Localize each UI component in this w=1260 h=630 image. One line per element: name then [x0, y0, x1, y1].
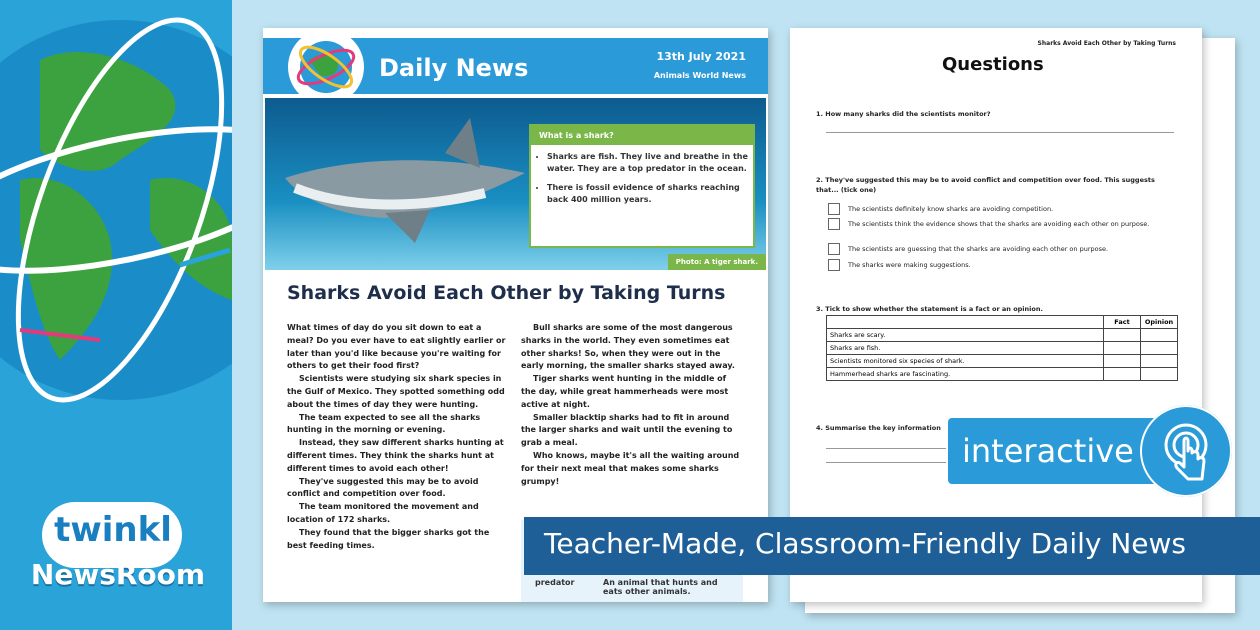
left-panel [0, 0, 232, 630]
paragraph: What times of day do you sit down to eat a meal? Do you ever have to eat slightly earlier or later than you'd like because you're waiting for others to get their food first? [287, 323, 506, 371]
answer-line [826, 462, 946, 463]
newsroom-globe-icon [291, 32, 361, 102]
paragraph: The team expected to see all the sharks hunting in the morning or evening. [287, 412, 481, 435]
questions-title: Questions [942, 54, 1044, 75]
paragraph: Who knows, maybe it's all the waiting around for their next meal that makes some sharks grumpy! [521, 450, 740, 486]
info-box [529, 124, 755, 248]
question-2: 2. They've suggested this may be to avoid conflict and competition over food. This suggests that... (tick one) [816, 176, 1155, 194]
glossary-term: predator [535, 578, 575, 587]
checkbox[interactable] [828, 203, 840, 215]
q2-option[interactable]: The scientists think the evidence shows that the sharks are avoiding each other on purpose. [828, 218, 1149, 230]
checkbox[interactable] [828, 259, 840, 271]
article-tags: Animals World News [653, 71, 746, 80]
twinkl-logo-text: twinkl [54, 510, 172, 550]
paragraph: Smaller blacktip sharks had to fit in around the larger sharks and wait until the evening to grab a meal. [521, 412, 733, 448]
table-row: Scientists monitored six species of shark. [827, 355, 1104, 368]
q2-option[interactable]: The scientists definitely know sharks are avoiding competition. [828, 203, 1053, 215]
paragraph: The team monitored the movement and location of 172 sharks. [287, 502, 479, 524]
tagline-text: Teacher-Made, Classroom-Friendly Daily News [544, 527, 1187, 560]
fact-opinion-table [826, 315, 1178, 381]
answer-line [826, 448, 946, 449]
paragraph: Scientists were studying six shark species in the Gulf of Mexico. They spotted something odd about the times of day they were hunting. [287, 374, 505, 409]
tick-cell[interactable] [1104, 342, 1141, 355]
tick-cell[interactable] [1104, 368, 1141, 381]
tick-cell[interactable] [1141, 342, 1178, 355]
masthead-title: Daily News [379, 54, 529, 82]
article-date: 13th July 2021 [656, 50, 746, 63]
table-row: Hammerhead sharks are fascinating. [827, 368, 1104, 381]
checkbox[interactable] [828, 243, 840, 255]
photo-caption: Photo: A tiger shark. [668, 254, 766, 270]
globe-illustration [0, 0, 232, 460]
q2-option[interactable]: The sharks were making suggestions. [828, 259, 971, 271]
question-3: 3. Tick to show whether the statement is a fact or an opinion. [816, 305, 1043, 313]
touch-icon [1140, 405, 1232, 497]
tick-cell[interactable] [1141, 368, 1178, 381]
tick-cell[interactable] [1141, 329, 1178, 342]
article-column-2 [521, 322, 743, 488]
glossary-definition: An animal that hunts and eats other animals. [603, 578, 718, 596]
info-bullet: • Sharks are fish. They live and breathe in the water. They are a top predator in the ocean. [547, 151, 753, 174]
opinion-header: Opinion [1141, 316, 1178, 329]
article-sheet [263, 28, 768, 602]
info-bullet: • There is fossil evidence of sharks reaching back 400 million years. [547, 182, 753, 205]
q2-option[interactable]: The scientists are guessing that the sharks are avoiding each other on purpose. [828, 243, 1108, 255]
questions-sheet [790, 28, 1202, 602]
paragraph: Instead, they saw different sharks hunting at different times. They think the sharks hunt at different times to avoid each other! [287, 438, 504, 473]
interactive-label: interactive [962, 432, 1134, 470]
question-1: 1. How many sharks did the scientists monitor? [816, 110, 991, 118]
questions-header: Sharks Avoid Each Other by Taking Turns [1037, 40, 1176, 47]
table-row: Sharks are scary. [827, 329, 1104, 342]
paragraph: Tiger sharks went hunting in the middle of the day, while great hammerheads were most active at night. [521, 374, 729, 409]
shark-photo [265, 98, 766, 270]
table-row: Sharks are fish. [827, 342, 1104, 355]
tick-cell[interactable] [1104, 355, 1141, 368]
paragraph: Bull sharks are some of the most dangerous sharks in the world. They even sometimes eat other sharks! So, when they were out in the early morning, the smaller sharks stayed away. [521, 323, 735, 371]
question-4: 4. Summarise the key information [816, 424, 941, 432]
article-column-1 [287, 322, 509, 552]
article-headline: Sharks Avoid Each Other by Taking Turns [287, 282, 726, 304]
answer-line [826, 132, 1174, 133]
info-box-title: What is a shark? [531, 126, 753, 145]
paragraph: They've suggested this may be to avoid conflict and competition over food. [287, 476, 479, 499]
newsroom-logo-text: NewsRoom [30, 558, 206, 591]
checkbox[interactable] [828, 218, 840, 230]
tick-cell[interactable] [1104, 329, 1141, 342]
tagline-banner [524, 517, 1260, 575]
paragraph: They found that the bigger sharks got the best feeding times. [287, 527, 490, 550]
tick-cell[interactable] [1141, 355, 1178, 368]
fact-header: Fact [1104, 316, 1141, 329]
